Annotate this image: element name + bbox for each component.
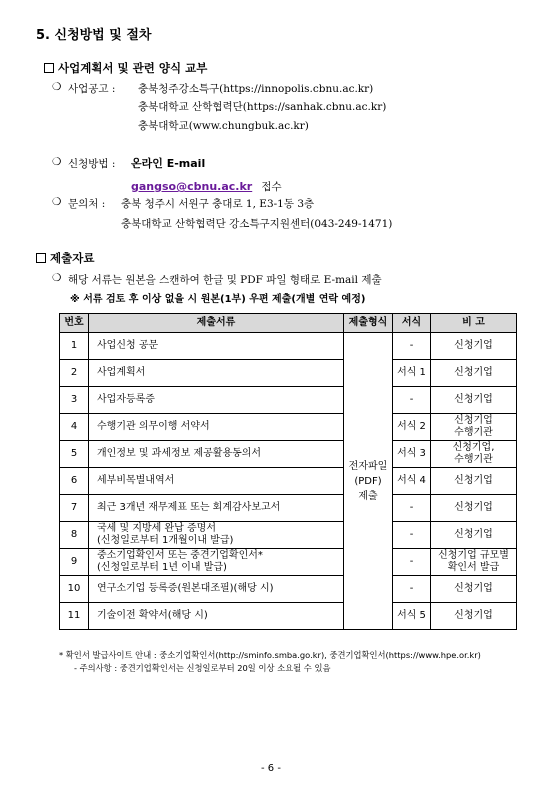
- document-name: [89, 522, 344, 549]
- remark: [431, 549, 517, 576]
- remark-line: 신청기업: [454, 529, 493, 540]
- document-name: [89, 549, 344, 576]
- remark-line: 신청기업,: [452, 442, 495, 453]
- document-name: [89, 495, 344, 522]
- table-row: [60, 441, 517, 468]
- table-row: [60, 603, 517, 630]
- table-row: [60, 549, 517, 576]
- table-row: [60, 495, 517, 522]
- footnote-2: - 주의사항 : 중견기업확인서는 신청일로부터 20일 이상 소요될 수 있음: [74, 663, 331, 673]
- section-title: 5. 신청방법 및 절차: [36, 28, 152, 43]
- submission-warning: ※ 서류 검토 후 이상 없을 시 원본(1부) 우편 제출(개별 연락 예정): [70, 294, 366, 305]
- row-number: 6: [60, 468, 89, 495]
- page-number: - 6 -: [261, 763, 281, 774]
- document-name-line: 개인정보 및 과세정보 제공활용동의서: [97, 448, 262, 459]
- header-form: 서식: [393, 314, 431, 333]
- remark-line: 확인서 발급: [447, 562, 500, 573]
- remark-line: 신청기업: [454, 583, 493, 594]
- apply-label: 신청방법 :: [68, 158, 116, 170]
- remark: [431, 576, 517, 603]
- row-number: 5: [60, 441, 89, 468]
- document-name-line: 기술이전 확약서(해당 시): [97, 610, 208, 621]
- document-name-line: 사업계획서: [97, 367, 146, 378]
- table-row: [60, 468, 517, 495]
- header-note: 비 고: [431, 314, 517, 333]
- row-number: 9: [60, 549, 89, 576]
- document-name-line: (신청일로부터 1년 이내 발급): [97, 562, 227, 573]
- form-number: 서식 3: [393, 441, 431, 468]
- circle-bullet-icon: ❍: [52, 272, 62, 284]
- submission-heading: [36, 250, 94, 266]
- document-name: [89, 603, 344, 630]
- merged-format-cell: [344, 333, 393, 630]
- row-number: 4: [60, 414, 89, 441]
- circle-bullet-icon: ❍: [52, 81, 62, 93]
- form-number: -: [393, 576, 431, 603]
- document-name-line: 국세 및 지방세 완납 증명서: [97, 523, 216, 534]
- document-name-line: 사업신청 공문: [97, 340, 159, 351]
- header-document: 제출서류: [89, 314, 344, 333]
- apply-method: 온라인 E-mail: [131, 157, 206, 170]
- table-header-row: [60, 314, 517, 333]
- document-name: [89, 576, 344, 603]
- forms-label: 사업공고 :: [68, 83, 116, 95]
- forms-heading-text: 사업계획서 및 관련 양식 교부: [58, 61, 208, 75]
- forms-line-3: 충북대학교(www.chungbuk.ac.kr): [138, 120, 309, 132]
- contact-label: 문의처 :: [68, 198, 106, 210]
- document-name: [89, 441, 344, 468]
- document-name-line: 연구소기업 등록증(원본대조필)(해당 시): [97, 583, 274, 594]
- remark-line: 신청기업 규모별: [438, 550, 509, 561]
- remark: [431, 468, 517, 495]
- circle-bullet-icon: ❍: [52, 156, 62, 168]
- document-name: [89, 360, 344, 387]
- remark: [431, 360, 517, 387]
- remark: [431, 387, 517, 414]
- row-number: 11: [60, 603, 89, 630]
- form-number: 서식 2: [393, 414, 431, 441]
- remark-line: 수행기관: [454, 427, 493, 438]
- email-suffix: 접수: [261, 181, 282, 193]
- document-name: [89, 333, 344, 360]
- remark-line: 신청기업: [454, 610, 493, 621]
- contact-line-1: 충북 청주시 서원구 충대로 1, E3-1동 3층: [121, 198, 315, 210]
- remark-line: 신청기업: [454, 415, 493, 426]
- form-number: 서식 4: [393, 468, 431, 495]
- remark-line: 신청기업: [454, 502, 493, 513]
- table-row: [60, 333, 517, 360]
- form-number: 서식 1: [393, 360, 431, 387]
- form-number: 서식 5: [393, 603, 431, 630]
- row-number: 10: [60, 576, 89, 603]
- remark-line: 신청기업: [454, 475, 493, 486]
- form-number: -: [393, 522, 431, 549]
- header-no: 번호: [60, 314, 89, 333]
- document-name: [89, 414, 344, 441]
- remark-line: 신청기업: [454, 340, 493, 351]
- row-number: 8: [60, 522, 89, 549]
- table-row: [60, 360, 517, 387]
- checkbox-square-icon: [36, 253, 46, 263]
- row-number: 2: [60, 360, 89, 387]
- remark: [431, 603, 517, 630]
- remark-line: 신청기업: [454, 367, 493, 378]
- form-number: -: [393, 333, 431, 360]
- forms-heading: [44, 60, 207, 76]
- form-number: -: [393, 387, 431, 414]
- forms-line-2: 충북대학교 산학협력단(https://sanhak.cbnu.ac.kr): [138, 101, 387, 113]
- submission-heading-text: 제출자료: [50, 251, 95, 265]
- form-number: -: [393, 549, 431, 576]
- table-row: [60, 576, 517, 603]
- submission-table: [59, 313, 517, 630]
- submission-note: 해당 서류는 원본을 스캔하여 한글 및 PDF 파일 형태로 E-mail 제출: [68, 274, 382, 286]
- remark: [431, 495, 517, 522]
- remark-line: 신청기업: [454, 394, 493, 405]
- row-number: 1: [60, 333, 89, 360]
- email-link[interactable]: gangso@cbnu.ac.kr: [131, 180, 253, 193]
- document-name-line: 최근 3개년 재무제표 또는 회계감사보고서: [97, 502, 281, 513]
- header-format: 제출형식: [344, 314, 393, 333]
- remark: [431, 414, 517, 441]
- document-name-line: 수행기관 의무이행 서약서: [97, 421, 210, 432]
- document-name-line: 세부비목별내역서: [97, 475, 175, 486]
- document-name: [89, 468, 344, 495]
- remark: [431, 333, 517, 360]
- table-row: [60, 387, 517, 414]
- forms-line-1: 충북청주강소특구(https://innopolis.cbnu.ac.kr): [138, 83, 374, 95]
- row-number: 3: [60, 387, 89, 414]
- document-name-line: (신청일로부터 1개월이내 발급): [97, 535, 234, 546]
- document-name-line: 중소기업확인서 또는 중견기업확인서*: [97, 550, 263, 561]
- checkbox-square-icon: [44, 63, 54, 73]
- row-number: 7: [60, 495, 89, 522]
- document-name: [89, 387, 344, 414]
- remark-line: 수행기관: [454, 454, 493, 465]
- form-number: -: [393, 495, 431, 522]
- apply-email-line: [131, 175, 282, 194]
- remark: [431, 441, 517, 468]
- table-row: [60, 522, 517, 549]
- format-line: 전자파일: [348, 460, 388, 472]
- circle-bullet-icon: ❍: [52, 196, 62, 208]
- document-name-line: 사업자등록증: [97, 394, 155, 405]
- format-line: 제출: [358, 490, 378, 502]
- table-row: [60, 414, 517, 441]
- remark: [431, 522, 517, 549]
- footnote-1: * 확인서 발급사이트 안내 : 중소기업확인서(http://sminfo.smba.go.kr), 중견기업확인서(https://www.hpe.or.kr): [59, 650, 481, 660]
- format-line: (PDF): [354, 475, 382, 487]
- contact-line-2: 충북대학교 산학협력단 강소특구지원센터(043-249-1471): [121, 218, 393, 230]
